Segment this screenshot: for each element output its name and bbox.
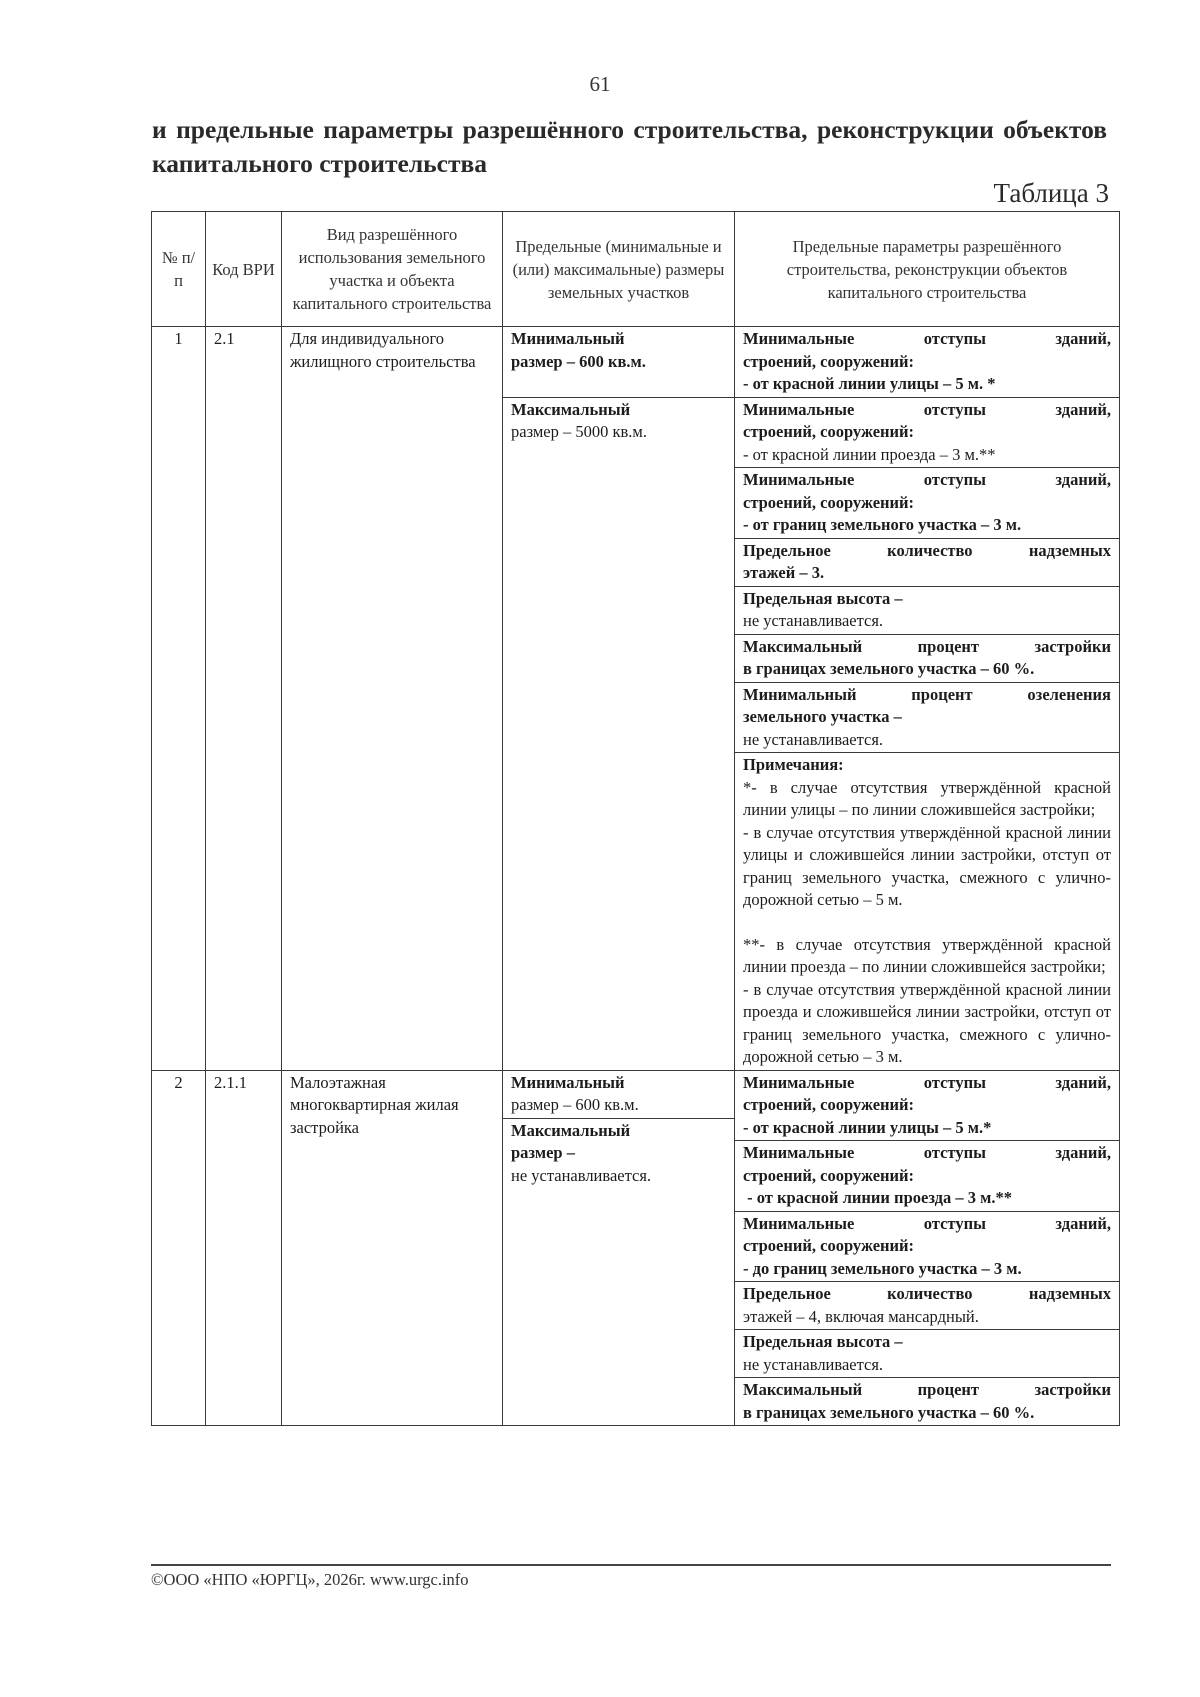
header-sizes: Предельные (минимальные и (или) максимальные) размеры земельных участков bbox=[503, 212, 735, 327]
row-1-notes bbox=[735, 753, 1120, 1071]
max-size-label: Максимальный bbox=[511, 1120, 631, 1140]
note-1: *- в случае отсутствия утверждённой красной линии улицы – по линии сложившейся застройки; bbox=[743, 777, 1111, 819]
param-line: не устанавливается. bbox=[743, 611, 884, 630]
min-size-label: Минимальный bbox=[511, 329, 625, 348]
note-3: **- в случае отсутствия утверждённой красной линии проезда – по линии сложившейся застройки; bbox=[743, 934, 1111, 976]
param-line: - от красной линии проезда – 3 м.** bbox=[743, 1188, 1012, 1207]
min-size-label: Минимальный bbox=[511, 1072, 625, 1092]
min-size-value: размер – 600 кв.м. bbox=[511, 1095, 639, 1114]
max-size-value: размер – 5000 кв.м. bbox=[511, 422, 647, 441]
page-heading: и предельные параметры разрешённого строительства, реконструкции объектов капитального строительства bbox=[152, 115, 1107, 178]
max-size-label: Максимальный bbox=[511, 399, 631, 419]
row-2-param-3 bbox=[735, 1211, 1120, 1282]
notes-title: Примечания: bbox=[743, 755, 844, 774]
param-line: не устанавливается. bbox=[743, 729, 884, 749]
max-size-value-1: размер – bbox=[511, 1143, 575, 1162]
note-2: - в случае отсутствия утверждённой красной линии улицы и сложившейся линии застройки, отступ от границ земельного участка, смежного с улично-дорожной сетью – 5 м. bbox=[743, 822, 1111, 909]
param-line: строений, сооружений: bbox=[743, 1165, 915, 1185]
param-line: Минимальные отступы зданий, bbox=[743, 1143, 1111, 1162]
row-1-param-5 bbox=[735, 586, 1120, 634]
row-1-param-1 bbox=[735, 327, 1120, 398]
param-line: - до границ земельного участка – 3 м. bbox=[743, 1258, 1022, 1278]
param-line: Предельное количество надземных bbox=[743, 540, 1111, 560]
table-row bbox=[152, 327, 1120, 398]
row-1-code: 2.1 bbox=[206, 327, 282, 1071]
param-line: - от границ земельного участка – 3 м. bbox=[743, 515, 1022, 534]
row-1-num: 1 bbox=[152, 327, 206, 1071]
param-line: строений, сооружений: bbox=[743, 422, 915, 441]
footer-copyright: ©ООО «НПО «ЮРГЦ», 2026г. www.urgc.info bbox=[151, 1570, 469, 1589]
row-2-max-size bbox=[503, 1118, 735, 1426]
param-line: Минимальные отступы зданий, bbox=[743, 1072, 1111, 1092]
footer-divider bbox=[151, 1564, 1111, 1566]
page-number: 61 bbox=[589, 72, 611, 96]
table-header-row bbox=[152, 212, 1120, 327]
row-2-code: 2.1.1 bbox=[206, 1070, 282, 1426]
row-1-param-4 bbox=[735, 538, 1120, 586]
param-line: не устанавливается. bbox=[743, 1354, 884, 1374]
note-4: - в случае отсутствия утверждённой красной линии проезда и сложившейся линии застройки, отступ от границ земельного участка, смежного с улично-дорожной сетью – 3 м. bbox=[743, 979, 1111, 1066]
param-line: в границах земельного участка – 60 %. bbox=[743, 659, 1035, 678]
row-2-num: 2 bbox=[152, 1070, 206, 1426]
min-size-value bbox=[511, 351, 726, 374]
param-line: земельного участка – bbox=[743, 707, 902, 726]
row-2-param-2 bbox=[735, 1141, 1120, 1212]
table-row bbox=[152, 1070, 1120, 1118]
regulations-table bbox=[151, 211, 1120, 1426]
row-1-max-size bbox=[503, 397, 735, 1070]
param-line: строений, сооружений: bbox=[743, 1236, 915, 1255]
max-size-value-2: не устанавливается. bbox=[511, 1165, 652, 1185]
header-code: Код ВРИ bbox=[206, 212, 282, 327]
param-line: этажей – 3. bbox=[743, 563, 825, 582]
param-line: Предельная высота – bbox=[743, 588, 903, 608]
param-line: Максимальный процент застройки bbox=[743, 1380, 1111, 1399]
row-2-min-size bbox=[503, 1070, 735, 1118]
param-line: Предельное количество надземных bbox=[743, 1284, 1111, 1303]
param-line: строений, сооружений: bbox=[743, 492, 915, 512]
row-1-param-7 bbox=[735, 682, 1120, 753]
param-line: Минимальные отступы зданий, bbox=[743, 470, 1111, 489]
row-1-type: Для индивидуального жилищного строительства bbox=[282, 327, 503, 1071]
param-line: Минимальный процент озеленения bbox=[743, 684, 1111, 704]
param-line: Максимальный процент застройки bbox=[743, 636, 1111, 656]
param-line: Минимальные отступы зданий, bbox=[743, 1213, 1111, 1233]
row-2-type: Малоэтажная многоквартирная жилая застройка bbox=[282, 1070, 503, 1426]
min-size-value-text: размер – 600 кв.м. bbox=[511, 351, 646, 371]
row-2-param-6 bbox=[735, 1378, 1120, 1426]
param-line: этажей – 4, включая мансардный. bbox=[743, 1306, 979, 1326]
param-line: Минимальные отступы зданий, bbox=[743, 399, 1111, 419]
param-line: - от красной линии проезда – 3 м.** bbox=[743, 444, 996, 464]
row-1-param-6 bbox=[735, 634, 1120, 682]
row-2-param-4 bbox=[735, 1282, 1120, 1330]
table-caption: Таблица 3 bbox=[993, 178, 1109, 208]
header-type: Вид разрешённого использования земельного участка и объекта капитального строительства bbox=[282, 212, 503, 327]
row-1-param-3 bbox=[735, 468, 1120, 539]
param-line: строений, сооружений: bbox=[743, 1095, 915, 1114]
param-line: - от красной линии улицы – 5 м. * bbox=[743, 374, 996, 393]
row-2-param-1 bbox=[735, 1070, 1120, 1141]
header-num: № п/п bbox=[152, 212, 206, 327]
row-1-param-2 bbox=[735, 397, 1120, 468]
param-line: Минимальные отступы зданий, bbox=[743, 329, 1111, 348]
param-line: - от красной линии улицы – 5 м.* bbox=[743, 1117, 992, 1137]
row-2-param-5 bbox=[735, 1330, 1120, 1378]
row-1-min-size bbox=[503, 327, 735, 398]
header-params: Предельные параметры разрешённого строительства, реконструкции объектов капитального строительства bbox=[735, 212, 1120, 327]
param-line: строений, сооружений: bbox=[743, 351, 915, 371]
param-line: Предельная высота – bbox=[743, 1332, 903, 1351]
param-line: в границах земельного участка – 60 %. bbox=[743, 1402, 1035, 1422]
